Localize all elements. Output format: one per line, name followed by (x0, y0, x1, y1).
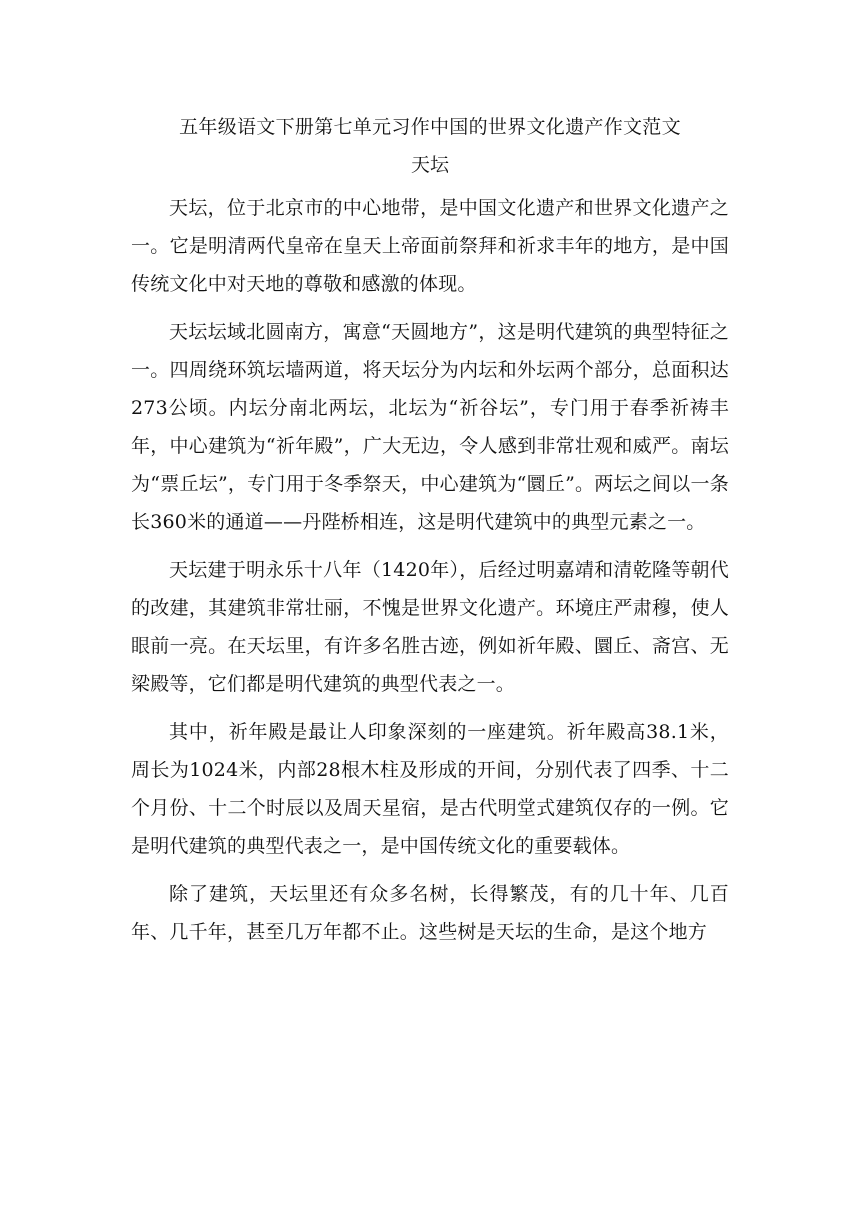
paragraph-4: 其中，祈年殿是最让人印象深刻的一座建筑。祈年殿高38.1米，周长为1024米，内部28根木柱及形成的开间，分别代表了四季、十二个月份、十二个时辰以及周天星宿，是古代明堂式建筑仅存的一例。它是明代建筑的典型代表之一，是中国传统文化的重要载体。 (131, 721, 729, 857)
document-subtitle: 天坛 (410, 154, 449, 176)
paragraph-1: 天坛，位于北京市的中心地带，是中国文化遗产和世界文化遗产之一。它是明清两代皇帝在皇天上帝面前祭拜和祈求丰年的地方，是中国传统文化中对天地的尊敬和感激的体现。 (131, 197, 729, 295)
document-body (131, 108, 729, 961)
document-title: 五年级语文下册第七单元习作中国的世界文化遗产作文范文 (179, 116, 681, 138)
paragraph-2: 天坛坛域北圆南方，寓意“天圆地方”，这是明代建筑的典型特征之一。四周绕环筑坛墙两道，将天坛分为内坛和外坛两个部分，总面积达273公顷。内坛分南北两坛，北坛为“祈谷坛”，专门用于春季祈祷丰年，中心建筑为“祈年殿”，广大无边，令人感到非常壮观和威严。南坛为“票丘坛”，专门用于冬季祭天，中心建筑为“圜丘”。两坛之间以一条长360米的通道——丹陛桥相连，这是明代建筑中的典型元素之一。 (131, 321, 729, 533)
paragraph-3: 天坛建于明永乐十八年（1420年），后经过明嘉靖和清乾隆等朝代的改建，其建筑非常壮丽，不愧是世界文化遗产。环境庄严肃穆，使人眼前一亮。在天坛里，有许多名胜古迹，例如祈年殿、圜丘、斋宫、无梁殿等，它们都是明代建筑的典型代表之一。 (131, 559, 729, 695)
paragraph-5: 除了建筑，天坛里还有众多名树，长得繁茂，有的几十年、几百年、几千年，甚至几万年都不止。这些树是天坛的生命，是这个地方 (131, 883, 729, 943)
